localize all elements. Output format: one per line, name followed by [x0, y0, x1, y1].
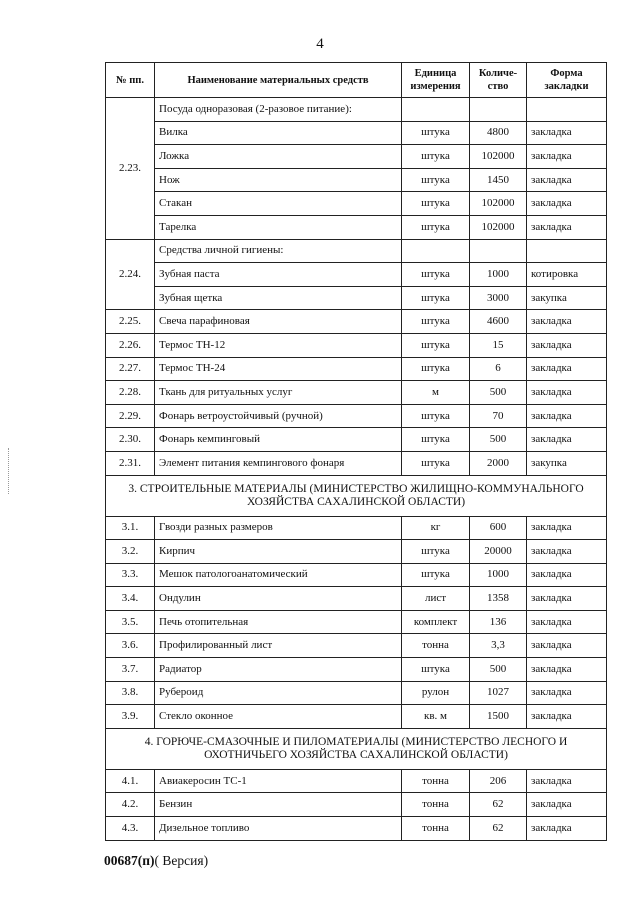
table-row — [106, 286, 607, 310]
table-row — [106, 587, 607, 611]
item-qty: 62 — [470, 793, 527, 817]
item-form: закладка — [527, 192, 607, 216]
item-form: закладка — [527, 705, 607, 729]
item-unit: штука — [402, 310, 470, 334]
item-qty: 3000 — [470, 286, 527, 310]
item-unit: штука — [402, 121, 470, 145]
table-row — [106, 428, 607, 452]
table-row — [106, 681, 607, 705]
row-number: 2.29. — [106, 404, 155, 428]
table-row — [106, 610, 607, 634]
item-name: Вилка — [155, 121, 402, 145]
row-number: 3.4. — [106, 587, 155, 611]
row-number: 2.24. — [106, 239, 155, 310]
row-number: 3.8. — [106, 681, 155, 705]
item-form: закладка — [527, 404, 607, 428]
item-qty: 102000 — [470, 192, 527, 216]
item-form: закладка — [527, 516, 607, 540]
table-row — [106, 705, 607, 729]
item-form: закладка — [527, 610, 607, 634]
row-number: 4.2. — [106, 793, 155, 817]
item-unit: штука — [402, 563, 470, 587]
item-unit: тонна — [402, 769, 470, 793]
item-form: закупка — [527, 286, 607, 310]
item-form: закладка — [527, 121, 607, 145]
item-form: закладка — [527, 587, 607, 611]
item-form: закладка — [527, 769, 607, 793]
header-unit: Единица измерения — [402, 63, 470, 98]
item-name: Стакан — [155, 192, 402, 216]
table-row — [106, 817, 607, 841]
item-name: Стекло оконное — [155, 705, 402, 729]
table-row — [106, 516, 607, 540]
table-row — [106, 404, 607, 428]
item-form: закладка — [527, 540, 607, 564]
row-number: 3.6. — [106, 634, 155, 658]
table-row — [106, 451, 607, 475]
item-name: Рубероид — [155, 681, 402, 705]
item-qty: 600 — [470, 516, 527, 540]
item-name: Авиакеросин ТС-1 — [155, 769, 402, 793]
item-qty: 1027 — [470, 681, 527, 705]
item-form: закладка — [527, 563, 607, 587]
item-form: закладка — [527, 215, 607, 239]
document-code: 00687(п) — [104, 853, 155, 868]
item-unit: лист — [402, 587, 470, 611]
item-unit: штука — [402, 333, 470, 357]
header-no: № пп. — [106, 63, 155, 98]
table-row — [106, 658, 607, 682]
item-unit: тонна — [402, 817, 470, 841]
table-row — [106, 310, 607, 334]
item-form: закладка — [527, 428, 607, 452]
item-name: Кирпич — [155, 540, 402, 564]
table-row — [106, 263, 607, 287]
rows-section-2 — [106, 310, 607, 475]
item-unit: кг — [402, 516, 470, 540]
item-qty: 3,3 — [470, 634, 527, 658]
item-qty: 6 — [470, 357, 527, 381]
row-number: 2.26. — [106, 333, 155, 357]
row-number: 3.9. — [106, 705, 155, 729]
margin-mark — [8, 448, 10, 494]
item-qty: 500 — [470, 381, 527, 405]
item-qty: 62 — [470, 817, 527, 841]
section-heading-3: 3. СТРОИТЕЛЬНЫЕ МАТЕРИАЛЫ (МИНИСТЕРСТВО ЖИЛИЩНО-КОММУНАЛЬНОГО ХОЗЯЙСТВА САХАЛИНСКОЙ ОБЛАСТИ) — [106, 475, 607, 516]
header-qty: Количе-ство — [470, 63, 527, 98]
item-form: закладка — [527, 793, 607, 817]
item-name: Дизельное топливо — [155, 817, 402, 841]
item-unit: штука — [402, 286, 470, 310]
row-number: 2.27. — [106, 357, 155, 381]
item-name: Зубная паста — [155, 263, 402, 287]
table-row — [106, 357, 607, 381]
item-qty: 136 — [470, 610, 527, 634]
rows-section-4 — [106, 769, 607, 840]
item-name: Нож — [155, 168, 402, 192]
row-number: 3.3. — [106, 563, 155, 587]
row-number: 3.1. — [106, 516, 155, 540]
item-unit: штука — [402, 168, 470, 192]
rows-section-3 — [106, 516, 607, 728]
item-form: закладка — [527, 333, 607, 357]
item-qty: 500 — [470, 428, 527, 452]
page-number: 4 — [316, 36, 324, 52]
item-unit: штука — [402, 428, 470, 452]
item-form: закупка — [527, 451, 607, 475]
item-qty: 15 — [470, 333, 527, 357]
table-row — [106, 793, 607, 817]
item-form: закладка — [527, 357, 607, 381]
group-title: Средства личной гигиены: — [155, 239, 402, 263]
item-form: котировка — [527, 263, 607, 287]
table-row — [106, 540, 607, 564]
row-number: 3.7. — [106, 658, 155, 682]
item-unit: штука — [402, 215, 470, 239]
item-form: закладка — [527, 310, 607, 334]
table-row — [106, 333, 607, 357]
row-number: 2.31. — [106, 451, 155, 475]
table-row — [106, 563, 607, 587]
item-name: Бензин — [155, 793, 402, 817]
item-form: закладка — [527, 168, 607, 192]
item-unit: комплект — [402, 610, 470, 634]
item-name: Гвозди разных размеров — [155, 516, 402, 540]
item-name: Элемент питания кемпингового фонаря — [155, 451, 402, 475]
table-row — [106, 769, 607, 793]
item-form: закладка — [527, 681, 607, 705]
item-unit: штука — [402, 145, 470, 169]
item-qty: 20000 — [470, 540, 527, 564]
item-name: Зубная щетка — [155, 286, 402, 310]
row-number: 3.5. — [106, 610, 155, 634]
item-unit: тонна — [402, 793, 470, 817]
row-number: 2.28. — [106, 381, 155, 405]
section-heading-row — [106, 475, 607, 516]
table-row — [106, 215, 607, 239]
item-unit: штука — [402, 357, 470, 381]
item-name: Термос ТН-24 — [155, 357, 402, 381]
row-number: 4.1. — [106, 769, 155, 793]
item-unit: м — [402, 381, 470, 405]
item-name: Свеча парафиновая — [155, 310, 402, 334]
item-unit: штука — [402, 658, 470, 682]
table-row — [106, 381, 607, 405]
section-heading-4: 4. ГОРЮЧЕ-СМАЗОЧНЫЕ И ПИЛОМАТЕРИАЛЫ (МИНИСТЕРСТВО ЛЕСНОГО И ОХОТНИЧЬЕГО ХОЗЯЙСТВА САХАЛИНСКОЙ ОБЛАСТИ) — [106, 728, 607, 769]
item-qty: 4800 — [470, 121, 527, 145]
item-unit: кв. м — [402, 705, 470, 729]
item-qty: 102000 — [470, 215, 527, 239]
header-form: Форма закладки — [527, 63, 607, 98]
table-row — [106, 168, 607, 192]
row-number: 2.30. — [106, 428, 155, 452]
group-title: Посуда одноразовая (2-разовое питание): — [155, 98, 402, 122]
group-title-row — [106, 239, 607, 263]
item-qty: 1358 — [470, 587, 527, 611]
item-form: закладка — [527, 634, 607, 658]
group-title-row — [106, 98, 607, 122]
section-heading-row — [106, 728, 607, 769]
item-name: Тарелка — [155, 215, 402, 239]
table-header-row — [106, 63, 607, 98]
item-unit: штука — [402, 540, 470, 564]
header-name: Наименование материальных средств — [155, 63, 402, 98]
item-name: Радиатор — [155, 658, 402, 682]
item-form: закладка — [527, 381, 607, 405]
item-qty: 70 — [470, 404, 527, 428]
item-qty: 206 — [470, 769, 527, 793]
item-qty: 2000 — [470, 451, 527, 475]
item-qty: 1000 — [470, 263, 527, 287]
item-unit: штука — [402, 451, 470, 475]
document-version: ( Версия) — [154, 853, 209, 868]
item-name: Ткань для ритуальных услуг — [155, 381, 402, 405]
table-row — [106, 634, 607, 658]
item-qty: 4600 — [470, 310, 527, 334]
materials-table — [105, 62, 607, 841]
item-name: Фонарь кемпинговый — [155, 428, 402, 452]
item-name: Профилированный лист — [155, 634, 402, 658]
item-name: Мешок патологоанатомический — [155, 563, 402, 587]
item-form: закладка — [527, 658, 607, 682]
item-unit: рулон — [402, 681, 470, 705]
document-footer — [104, 853, 208, 869]
item-name: Печь отопительная — [155, 610, 402, 634]
row-number: 3.2. — [106, 540, 155, 564]
item-name: Ондулин — [155, 587, 402, 611]
item-form: закладка — [527, 817, 607, 841]
row-number: 2.25. — [106, 310, 155, 334]
item-name: Термос ТН-12 — [155, 333, 402, 357]
table-row — [106, 121, 607, 145]
item-qty: 1000 — [470, 563, 527, 587]
item-name: Фонарь ветроустойчивый (ручной) — [155, 404, 402, 428]
row-number: 2.23. — [106, 98, 155, 240]
table-row — [106, 192, 607, 216]
item-unit: штука — [402, 404, 470, 428]
item-name: Ложка — [155, 145, 402, 169]
item-qty: 1450 — [470, 168, 527, 192]
table-row — [106, 145, 607, 169]
row-number: 4.3. — [106, 817, 155, 841]
item-unit: штука — [402, 263, 470, 287]
item-unit: тонна — [402, 634, 470, 658]
item-qty: 1500 — [470, 705, 527, 729]
item-form: закладка — [527, 145, 607, 169]
item-unit: штука — [402, 192, 470, 216]
item-qty: 102000 — [470, 145, 527, 169]
item-qty: 500 — [470, 658, 527, 682]
